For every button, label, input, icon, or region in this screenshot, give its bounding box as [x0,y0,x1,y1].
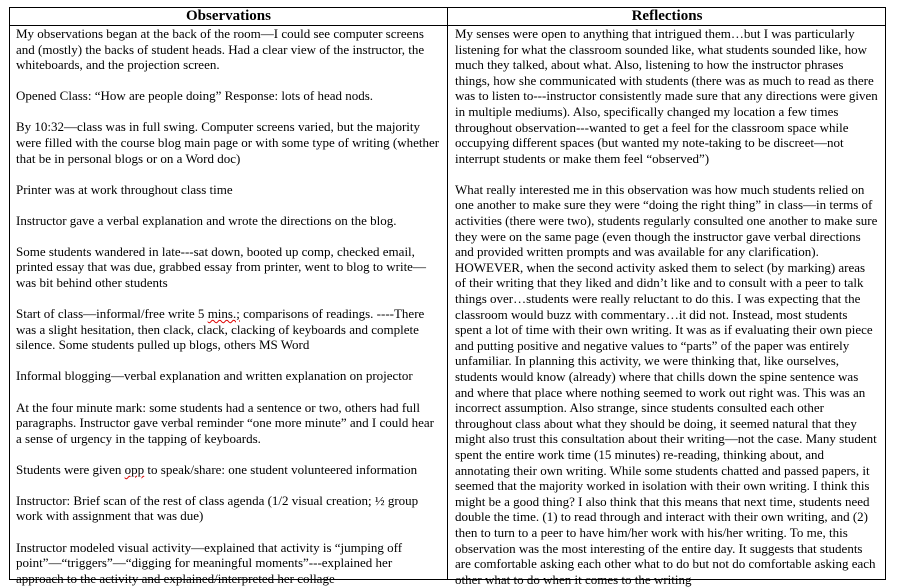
reflections-column [455,26,878,587]
spellcheck-flagged-word[interactable]: mins.; [207,306,240,322]
observation-paragraph: Opened Class: “How are people doing” Response: lots of head nods. [16,88,374,104]
observations-header: Observations [185,8,271,24]
observation-reflection-table [9,7,886,587]
observation-paragraph: Instructor modeled visual activity—explained that activity is “jumping off point”—“triggers”—“digging for meaningful moments”---explained her approach to the activity and explained/interpreted her collage [16,539,403,586]
reflection-paragraph: What really interested me in this observation was how much students relied on one another to make sure they were “doing the right thing” in class—in terms of activities (there were two), students regularly consulted one another to make sure they were on the same page (even though the instructor gave verbal directions and provided written prompts and was available for any clarification). HOWEVER, when the second activity asked them to select (by marking) areas of their writing that they liked and didn’t like and to consult with a peer to talk things over…students were really reluctant to do this. I was expecting that the classroom would buzz with commentary…it did not. Instead, most students spent a lot of time with their own writing. It was as if evaluating their own piece and putting positive and negative values to “parts” of the paper was entirely unfamiliar. In planning this activity, we were thinking that, like ourselves, students would know (already) where that chills down the spine sentence was and where that place where nothing seemed to work out right was. This was an incorrect assumption. Also strange, since students consulted each other throughout class about what they should be doing, it seemed natural that they might also trust this consultation about their writing—not the case. Many student spent the entire work time (15 minutes) re-reading, thinking about, and annotating their own writing. While some students chatted and passed papers, it seemed that the majority worked in isolation with their own writing. I think this might be a good thing? I also think that this means that next time, students need double the time. (1) to read through and interact with their own writing, and (2) then to turn to a peer to have him/her work with his/her writing. To me, this observation was the most interesting of the entire day. It suggests that students are comfortable asking each other what to do but not do comfortable asking each other what to do when it comes to the writing [455,181,878,587]
column-divider [447,8,448,579]
observations-column [16,26,440,586]
text-run: Students were given [16,461,125,477]
text-run: to speak/share: one student volunteered information [144,461,418,477]
observation-paragraph [16,306,440,353]
observation-paragraph: Informal blogging—verbal explanation and written explanation on projector [16,368,413,384]
reflection-paragraph: My senses were open to anything that intrigued them…but I was particularly listening for what the classroom sounded like, what students sounded like, how much they talked, about what. Also, listening to how the instructor phrases things, how she communicated with students (there was as much to read as there was to listen to---instructor consistently made sure that any directions were given in multiple mediums). Also, specifically changed my location a few times throughout observation---wanted to get a feel for the classroom space while occupying different spaces (but wanted my note-taking to be discreet—not interrupt students or make them feel “observed”) [455,26,878,166]
observation-paragraph [16,462,440,478]
observation-paragraph: By 10:32—class was in full swing. Computer screens varied, but the majority were filled with the course blog main page or with some type of writing (whether that be in personal blogs or on a Word doc) [16,119,440,166]
text-run: comparisons of readings. ----There was a slight hesitation, then clack, clack, clacking of keyboards and complete silence. Some students pulled up blogs, others MS Word [16,306,425,353]
observation-paragraph: My observations began at the back of the room—I could see computer screens and (mostly) the backs of student heads. Had a clear view of the instructor, the whiteboards, and the projection screen. [16,26,425,73]
observation-paragraph: Instructor gave a verbal explanation and wrote the directions on the blog. [16,212,397,228]
observation-paragraph: Some students wandered in late---sat down, booted up comp, checked email, printed essay that was due, grabbed essay from printer, went to blog to write—was bit behind other students [16,243,426,291]
observation-paragraph: Instructor: Brief scan of the rest of class agenda (1/2 visual creation; ½ group work with assignment that was due) [16,492,419,524]
observation-paragraph: At the four minute mark: some students had a sentence or two, others had full paragraphs. Instructor gave verbal reminder “one more minute” and I could hear a sense of urgency in the tapping of keyboards. [16,399,434,446]
text-run: Start of class—informal/free write 5 [16,306,208,322]
reflections-header: Reflections [631,8,703,24]
spellcheck-flagged-word[interactable]: opp [124,461,145,477]
observation-paragraph: Printer was at work throughout class time [16,181,233,197]
